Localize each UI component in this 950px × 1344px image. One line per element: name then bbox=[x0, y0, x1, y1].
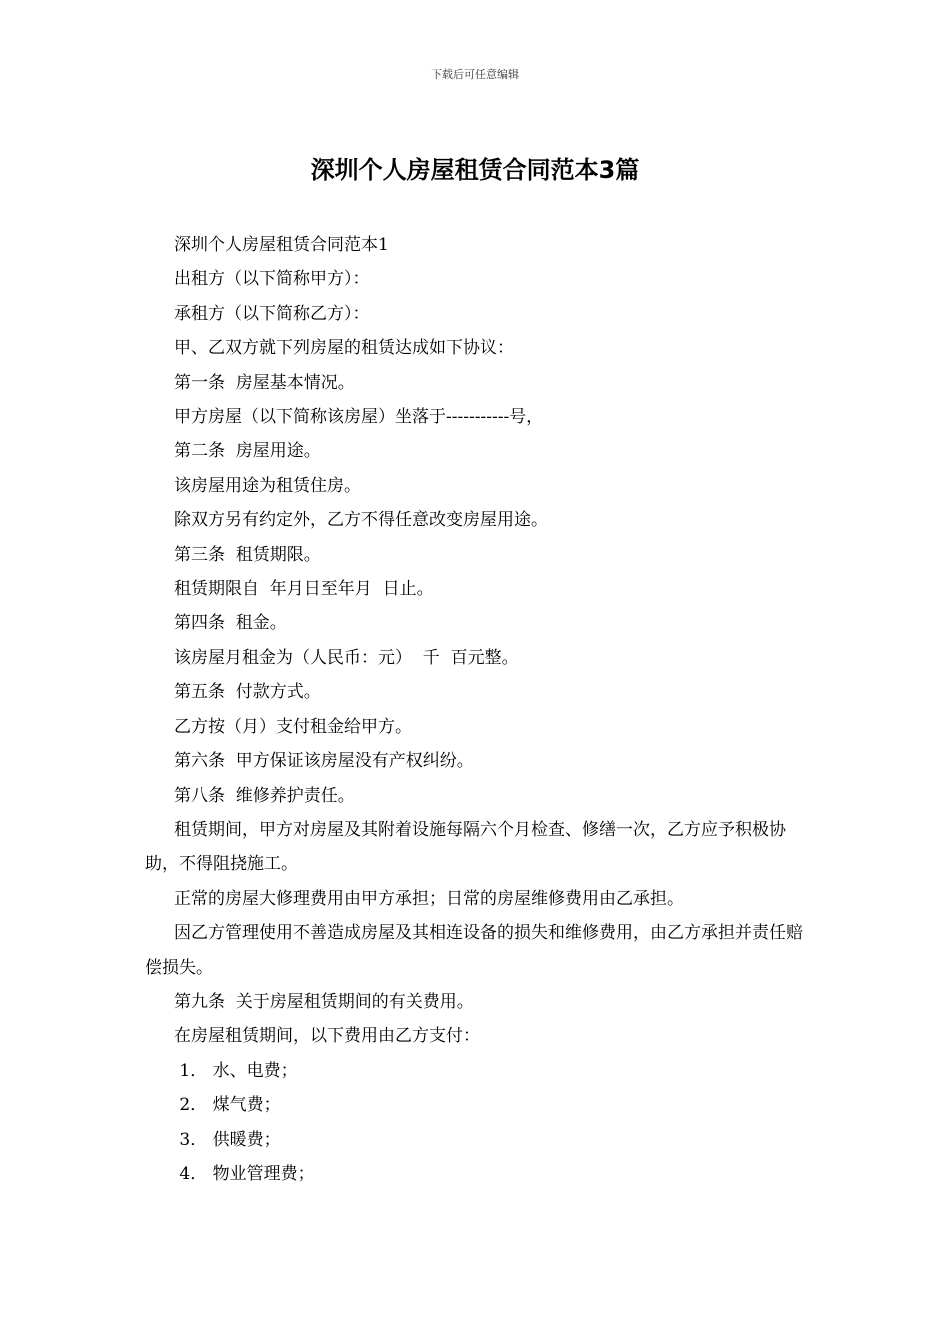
list-item: 3． 供暖费； bbox=[174, 1129, 281, 1150]
paragraph: 租赁期间，甲方对房屋及其附着设施每隔六个月检查、修缮一次，乙方应予积极协助，不得阻挠施工。 bbox=[145, 819, 786, 875]
paragraph: 第九条 关于房屋租赁期间的有关费用。 bbox=[174, 991, 474, 1012]
document-body bbox=[145, 228, 813, 1191]
paragraph: 在房屋租赁期间，以下费用由乙方支付： bbox=[174, 1026, 480, 1047]
paragraph: 该房屋用途为租赁住房。 bbox=[174, 475, 361, 496]
paragraph: 承租方（以下简称乙方）： bbox=[174, 303, 370, 324]
paragraph: 正常的房屋大修理费用由甲方承担；日常的房屋维修费用由乙承担。 bbox=[174, 888, 684, 909]
paragraph: 第八条 维修养护责任。 bbox=[174, 785, 355, 806]
paragraph: 甲、乙双方就下列房屋的租赁达成如下协议： bbox=[174, 338, 514, 359]
paragraph: 深圳个人房屋租赁合同范本1 bbox=[174, 235, 389, 255]
paragraph: 第二条 房屋用途。 bbox=[174, 441, 321, 462]
header-note: 下载后可任意编辑 bbox=[431, 68, 519, 81]
paragraph: 甲方房屋（以下简称该房屋）坐落于-----------号， bbox=[174, 407, 544, 428]
document-title: 深圳个人房屋租赁合同范本3篇 bbox=[310, 156, 640, 184]
list-item: 4． 物业管理费； bbox=[174, 1163, 315, 1184]
paragraph: 租赁期限自 年月日至年月 日止。 bbox=[174, 579, 434, 600]
list-item: 2． 煤气费； bbox=[174, 1095, 281, 1116]
paragraph: 第三条 租赁期限。 bbox=[174, 544, 321, 565]
paragraph: 第四条 租金。 bbox=[174, 613, 287, 634]
paragraph: 出租方（以下简称甲方）： bbox=[174, 269, 370, 290]
paragraph: 乙方按（月）支付租金给甲方。 bbox=[174, 716, 412, 737]
paragraph: 第六条 甲方保证该房屋没有产权纠纷。 bbox=[174, 751, 474, 772]
paragraph: 该房屋月租金为（人民币：元） 千 百元整。 bbox=[174, 647, 519, 668]
paragraph: 除双方另有约定外，乙方不得任意改变房屋用途。 bbox=[174, 510, 548, 531]
paragraph: 因乙方管理使用不善造成房屋及其相连设备的损失和维修费用，由乙方承担并责任赔偿损失。 bbox=[145, 923, 803, 978]
paragraph: 第一条 房屋基本情况。 bbox=[174, 372, 355, 393]
paragraph: 第五条 付款方式。 bbox=[174, 682, 321, 703]
list-item: 1． 水、电费； bbox=[174, 1060, 298, 1081]
